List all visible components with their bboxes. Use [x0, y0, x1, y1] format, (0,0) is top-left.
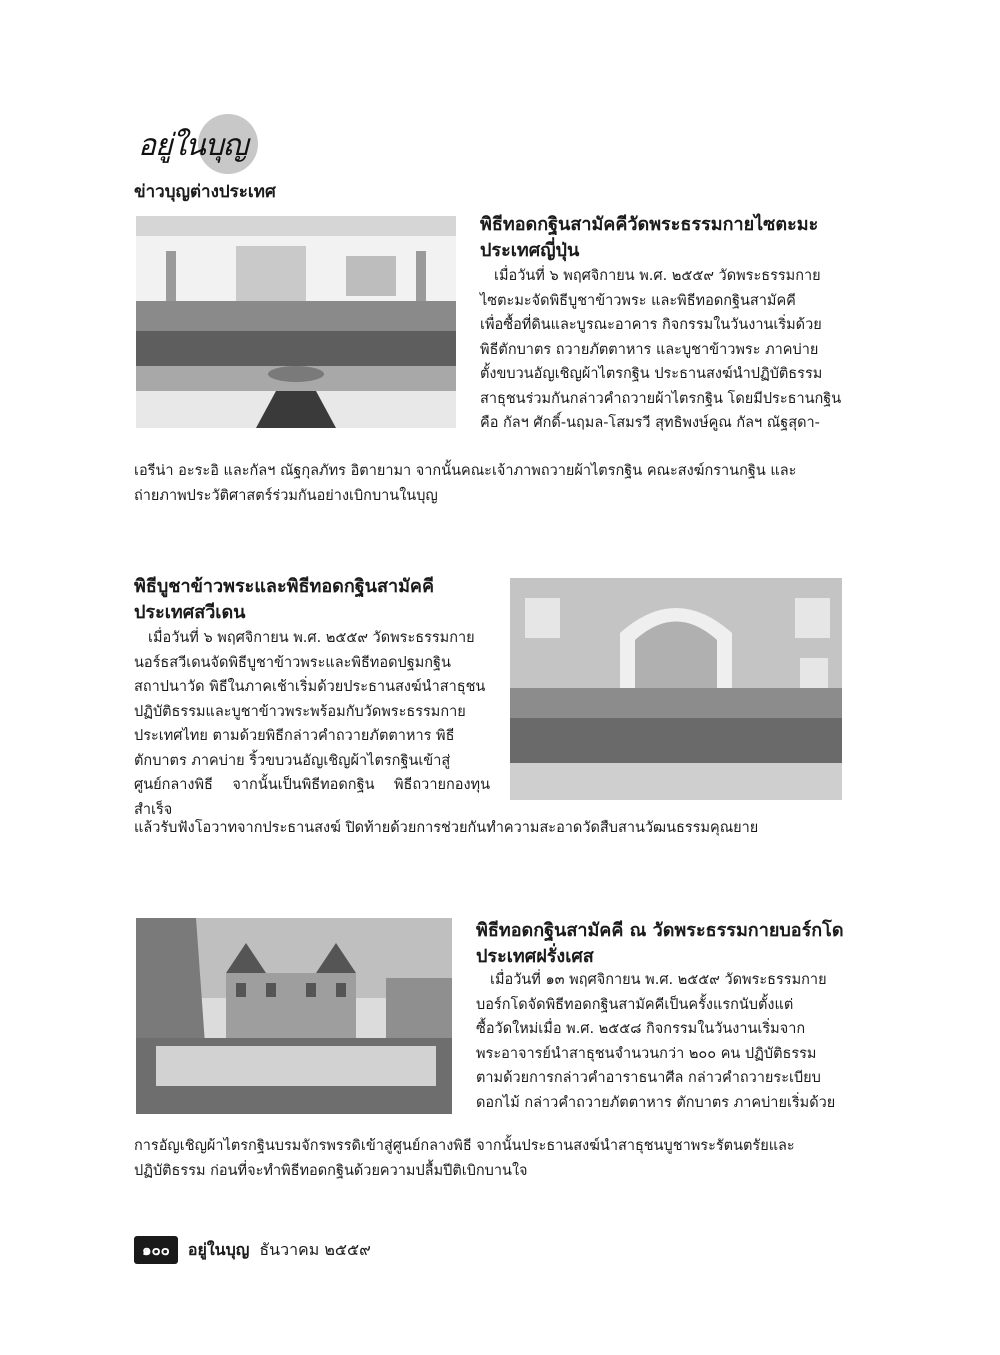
body-line: สถาปนาวัด พิธีในภาคเช้าเริ่มด้วยประธานสงฆ์นำสาธุชน [134, 679, 486, 695]
magazine-logo [138, 108, 268, 174]
article-body-france-cont [134, 1134, 850, 1183]
photo-japan-ceremony [136, 216, 456, 428]
body-line: บอร์กโดจัดพิธีทอดกฐินสามัคคีเป็นครั้งแรกนับตั้งแต่ [476, 996, 794, 1013]
section-heading: ข่าวบุญต่างประเทศ [134, 182, 276, 202]
article-title-france: พิธีทอดกฐินสามัคคี ณ วัดพระธรรมกายบอร์กโด ประเทศฝรั่งเศส [476, 920, 844, 967]
body-line: ปฏิบัติธรรม ก่อนที่จะทำพิธีทอดกฐินด้วยความปลื้มปีติเบิกบานใจ [134, 1162, 528, 1179]
article-body-sweden [134, 626, 490, 822]
article-title-japan: พิธีทอดกฐินสามัคคีวัดพระธรรมกายไซตะมะ ประเทศญี่ปุ่น [480, 214, 819, 261]
body-line: พิธีตักบาตร ถวายภัตตาหาร และบูชาข้าวพระ ภาคบ่าย [480, 341, 819, 358]
page-number: ๑๐๐ [134, 1236, 178, 1264]
body-line: ตามด้วยการกล่าวคำอาราธนาศีล กล่าวคำถวายระเบียบ [476, 1070, 821, 1086]
photo-sweden-ceremony [510, 578, 842, 800]
body-line: ตักบาตร ภาคบ่าย ริ้วขบวนอัญเชิญผ้าไตรกฐินเข้าสู่ [134, 752, 451, 769]
issue-date: ธันวาคม ๒๕๕๙ [259, 1239, 371, 1259]
body-line: ตั้งขบวนอัญเชิญผ้าไตรกฐิน ประธานสงฆ์นำปฏิบัติธรรม [480, 366, 823, 382]
body-line: พระอาจารย์นำสาธุชนจำนวนกว่า ๒๐๐ คน ปฏิบัติธรรม [476, 1045, 817, 1062]
body-line: ประเทศไทย ตามด้วยพิธีกล่าวคำถวายภัตตาหาร พิธี [134, 728, 455, 744]
page-footer [134, 1238, 371, 1262]
body-line: เมื่อวันที่ ๖ พฤศจิกายน พ.ศ. ๒๕๕๙ วัดพระธรรมกาย [494, 268, 821, 284]
body-line: คือ กัลฯ ศักดิ์-นฤมล-โสมรวี สุทธิพงษ์คูณ กัลฯ ณัฐสุดา- [480, 415, 820, 431]
body-line: การอัญเชิญผ้าไตรกฐินบรมจักรพรรดิเข้าสู่ศูนย์กลางพิธี จากนั้นประธานสงฆ์นำสาธุชนบูชาพระรัตนตรัยและ [134, 1138, 795, 1154]
body-line: เมื่อวันที่ ๖ พฤศจิกายน พ.ศ. ๒๕๕๙ วัดพระธรรมกาย [148, 630, 475, 646]
body-line: เพื่อซื้อที่ดินและบูรณะอาคาร กิจกรรมในวันงานเริ่มด้วย [480, 317, 822, 333]
article-body-japan-cont [134, 459, 850, 508]
body-line: แล้วรับฟังโอวาทจากประธานสงฆ์ ปิดท้ายด้วยการช่วยกันทำความสะอาดวัดสืบสานวัฒนธรรมคุณยาย [134, 820, 759, 836]
body-line: ศูนย์กลางพิธี จากนั้นเป็นพิธีทอดกฐิน พิธีถวายกองทุนสำเร็จ [134, 777, 490, 818]
body-line: ดอกไม้ กล่าวคำถวายภัตตาหาร ตักบาตร ภาคบ่ายเริ่มด้วย [476, 1094, 836, 1111]
photo-france-ceremony [136, 918, 452, 1114]
magazine-name: อยู่ในบุญ [187, 1239, 250, 1259]
article-body-japan [480, 264, 846, 436]
article-title-sweden: พิธีบูชาข้าวพระและพิธีทอดกฐินสามัคคี ประเทศสวีเดน [134, 576, 435, 623]
body-line: ถ่ายภาพประวัติศาสตร์ร่วมกันอย่างเบิกบานในบุญ [134, 487, 438, 504]
logo-text: อยู่ในบุญ [138, 128, 248, 163]
article-body-france [476, 968, 846, 1115]
body-line: ซื้อวัดใหม่เมื่อ พ.ศ. ๒๕๕๘ กิจกรรมในวันงานเริ่มจาก [476, 1021, 806, 1037]
body-line: สาธุชนร่วมกันกล่าวคำถวายผ้าไตรกฐิน โดยมีประธานกฐิน [480, 390, 842, 407]
article-body-sweden-cont [134, 816, 850, 841]
body-line: นอร์ธสวีเดนจัดพิธีบูชาข้าวพระและพิธีทอดปฐมกฐิน [134, 654, 451, 671]
body-line: ปฏิบัติธรรมและบูชาข้าวพระพร้อมกับวัดพระธรรมกาย [134, 703, 466, 720]
body-line: เมื่อวันที่ ๑๓ พฤศจิกายน พ.ศ. ๒๕๕๙ วัดพระธรรมกาย [490, 972, 827, 988]
body-line: เอรีน่า อะระอิ และกัลฯ ณัฐกุลภัทร อิตายามา จากนั้นคณะเจ้าภาพถวายผ้าไตรกฐิน คณะสงฆ์กรานกฐิน และ [134, 463, 797, 479]
body-line: ไซตะมะจัดพิธีบูชาข้าวพระ และพิธีทอดกฐินสามัคคี [480, 292, 796, 309]
